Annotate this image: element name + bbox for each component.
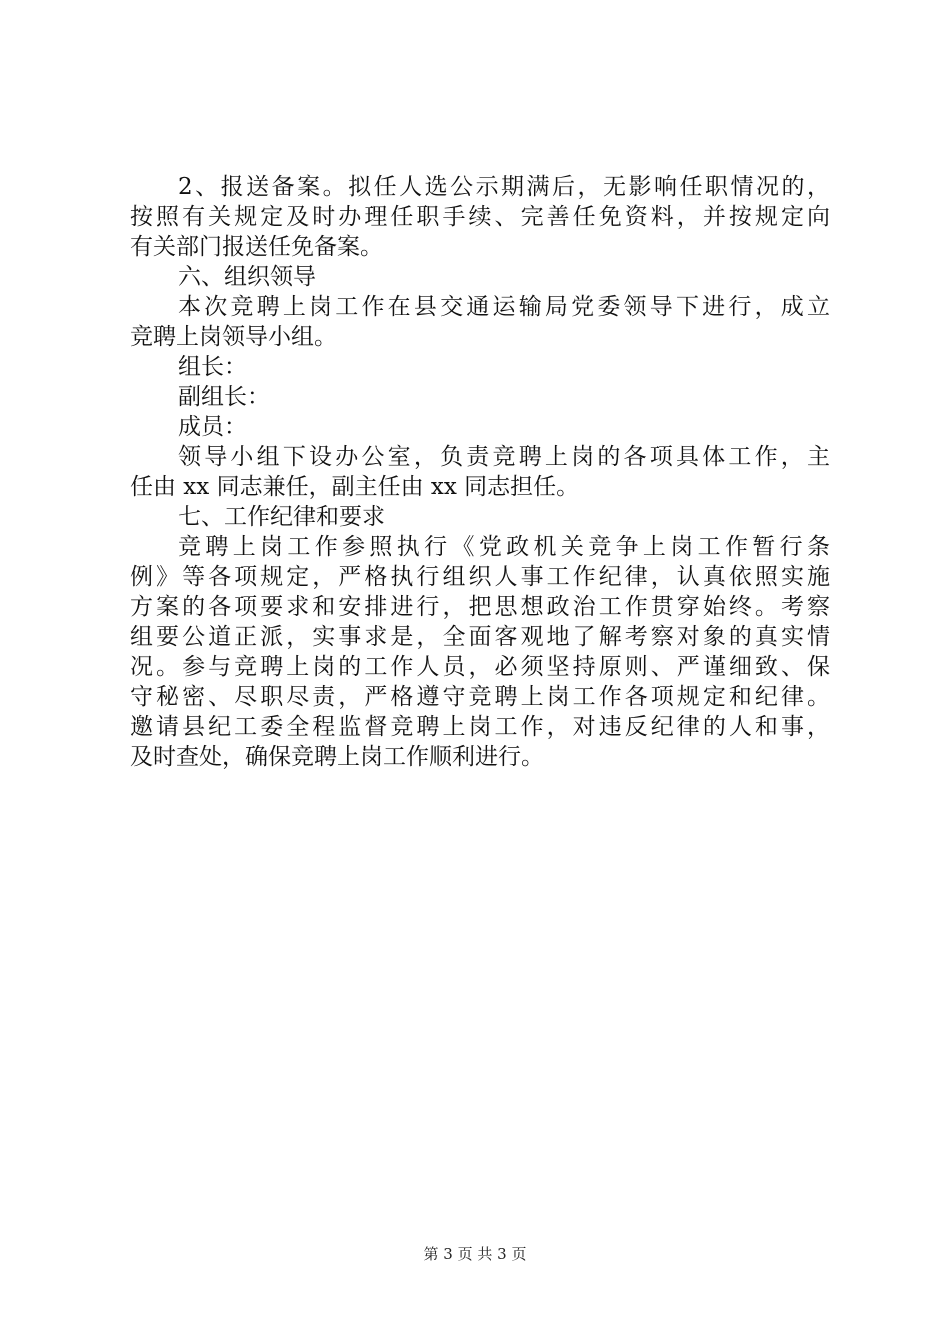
paragraph-line: 组要公道正派，实事求是，全面客观地了解考察对象的真实情 [130,624,830,650]
paragraph-office [130,442,830,502]
page-number-footer: 第 3 页 共 3 页 [423,1245,527,1263]
paragraph-line: 按照有关规定及时办理任职手续、完善任免资料，并按规定向 [130,204,830,230]
paragraph-line: 例》等各项规定，严格执行组织人事工作纪律，认真依照实施 [130,564,830,590]
paragraph-report-filing [130,172,830,262]
section-heading: 六、组织领导 [178,264,316,290]
paragraph-line: 守秘密、尽职尽责，严格遵守竞聘上岗工作各项规定和纪律。 [130,684,830,710]
paragraph-leadership [130,292,830,352]
section-heading: 七、工作纪律和要求 [178,504,385,530]
paragraph-line: 邀请县纪工委全程监督竞聘上岗工作，对违反纪律的人和事， [130,714,830,740]
paragraph-line: 本次竞聘上岗工作在县交通运输局党委领导下进行，成立 [178,294,830,320]
paragraph-line: 方案的各项要求和安排进行，把思想政治工作贯穿始终。考察 [130,594,830,620]
paragraph-line: 有关部门报送任免备案。 [130,234,383,260]
paragraph-line: 2、报送备案。拟任人选公示期满后，无影响任职情况的， [178,174,830,200]
paragraph-line: 任由 xx 同志兼任，副主任由 xx 同志担任。 [130,474,580,500]
paragraph-deputy-leader [130,382,830,412]
section-heading-discipline [130,502,830,532]
paragraph-line: 组长： [178,354,247,380]
paragraph-members [130,412,830,442]
paragraph-line: 副组长： [178,384,270,410]
paragraph-line: 领导小组下设办公室，负责竞聘上岗的各项具体工作，主 [178,444,830,470]
section-heading-organization [130,262,830,292]
document-body [130,172,830,772]
paragraph-group-leader [130,352,830,382]
paragraph-line: 成员： [178,414,247,440]
paragraph-line: 及时查处，确保竞聘上岗工作顺利进行。 [130,744,544,770]
paragraph-line: 竞聘上岗领导小组。 [130,324,337,350]
paragraph-line: 竞聘上岗工作参照执行《党政机关竞争上岗工作暂行条 [178,534,830,560]
paragraph-line: 况。参与竞聘上岗的工作人员，必须坚持原则、严谨细致、保 [130,654,830,680]
paragraph-discipline [130,532,830,772]
